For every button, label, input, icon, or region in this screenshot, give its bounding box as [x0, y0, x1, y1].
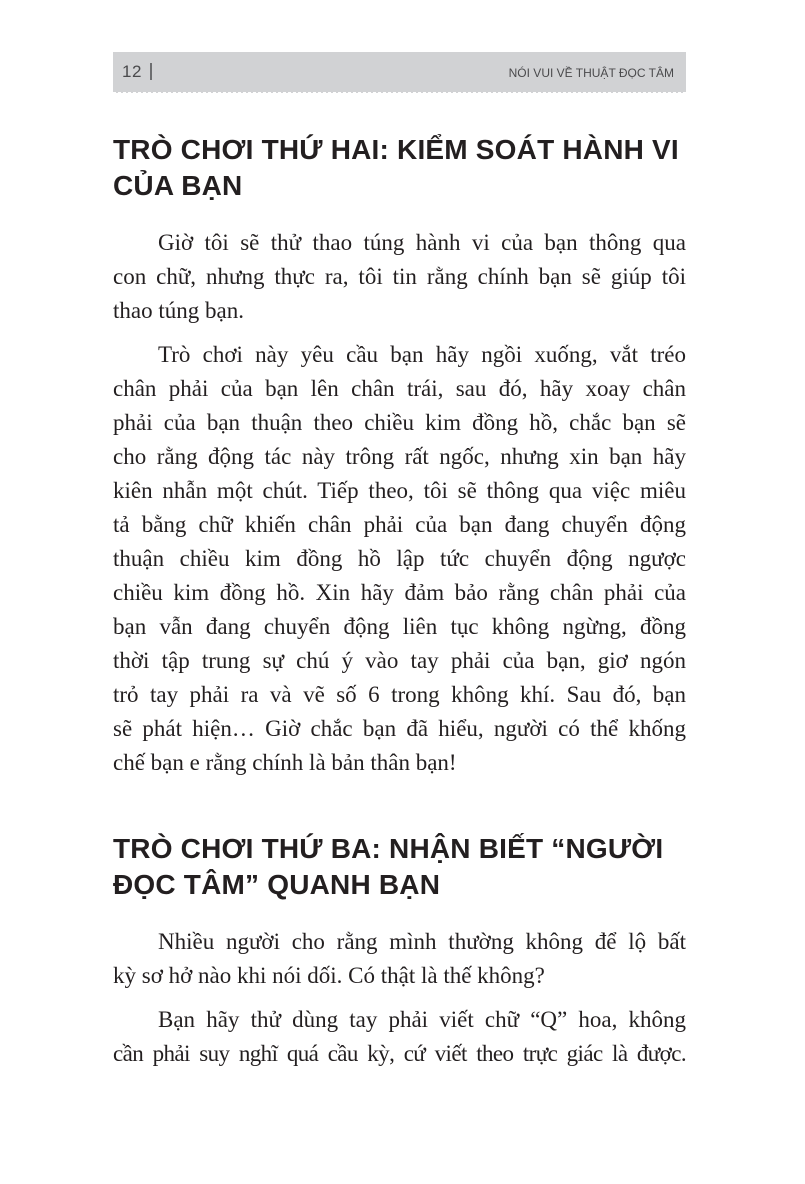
- text-line: Trò chơi này yêu cầu bạn hãy ngồi xuống, vắt tréo: [158, 342, 686, 367]
- paragraph-game-instructions: [113, 338, 686, 780]
- text-line: kỳ sơ hở nào khi nói dối. Có thật là thế không?: [113, 963, 545, 988]
- running-header: [113, 52, 686, 93]
- text-line: chân phải của bạn lên chân trái, sau đó, hãy xoay chân: [113, 376, 686, 401]
- section-heading-game-three: [113, 831, 686, 903]
- header-divider: [150, 63, 152, 80]
- heading-line: TRÒ CHƠI THỨ HAI: KIỂM SOÁT HÀNH VI: [113, 134, 679, 165]
- text-line: sẽ phát hiện… Giờ chắc bạn đã hiểu, người có thể khống: [113, 716, 686, 741]
- text-line: thời tập trung sự chú ý vào tay phải của bạn, giơ ngón: [113, 648, 686, 673]
- text-line: phải của bạn thuận theo chiều kim đồng hồ, chắc bạn sẽ: [113, 410, 686, 435]
- page-number: 12: [122, 62, 142, 81]
- text-line: Giờ tôi sẽ thử thao túng hành vi của bạn thông qua: [158, 230, 686, 255]
- text-line: tả bằng chữ khiến chân phải của bạn đang chuyển động: [113, 512, 686, 537]
- section-heading-game-two: [113, 132, 686, 204]
- text-line: chế bạn e rằng chính là bản thân bạn!: [113, 750, 457, 775]
- text-line: chiều kim đồng hồ. Xin hãy đảm bảo rằng chân phải của: [113, 580, 686, 605]
- text-line: con chữ, nhưng thực ra, tôi tin rằng chính bạn sẽ giúp tôi: [113, 264, 686, 289]
- text-line: bạn vẫn đang chuyển động liên tục không ngừng, đồng: [113, 614, 686, 639]
- text-line: trỏ tay phải ra và vẽ số 6 trong không khí. Sau đó, bạn: [113, 682, 686, 707]
- paragraph-intro: [113, 226, 686, 328]
- heading-line: TRÒ CHƠI THỨ BA: NHẬN BIẾT “NGƯỜI: [113, 833, 664, 864]
- text-line: thao túng bạn.: [113, 298, 244, 323]
- heading-line: ĐỌC TÂM” QUANH BẠN: [113, 869, 441, 900]
- text-line: Nhiều người cho rằng mình thường không để lộ bất: [158, 929, 686, 954]
- text-line: Bạn hãy thử dùng tay phải viết chữ “Q” hoa, không: [158, 1007, 686, 1032]
- book-title: NÓI VUI VỀ THUẬT ĐỌC TÂM: [508, 66, 674, 80]
- text-line: thuận chiều kim đồng hồ lập tức chuyển động ngược: [113, 546, 686, 571]
- text-line: cần phải suy nghĩ quá cầu kỳ, cứ viết theo trực giác là được.: [113, 1041, 686, 1066]
- paragraph-write-q: [113, 1003, 686, 1071]
- text-line: kiên nhẫn một chút. Tiếp theo, tôi sẽ thông qua việc miêu: [113, 478, 686, 503]
- text-line: cho rằng động tác này trông rất ngốc, nhưng xin bạn hãy: [113, 444, 686, 469]
- heading-line: CỦA BẠN: [113, 170, 243, 201]
- paragraph-lying-question: [113, 925, 686, 993]
